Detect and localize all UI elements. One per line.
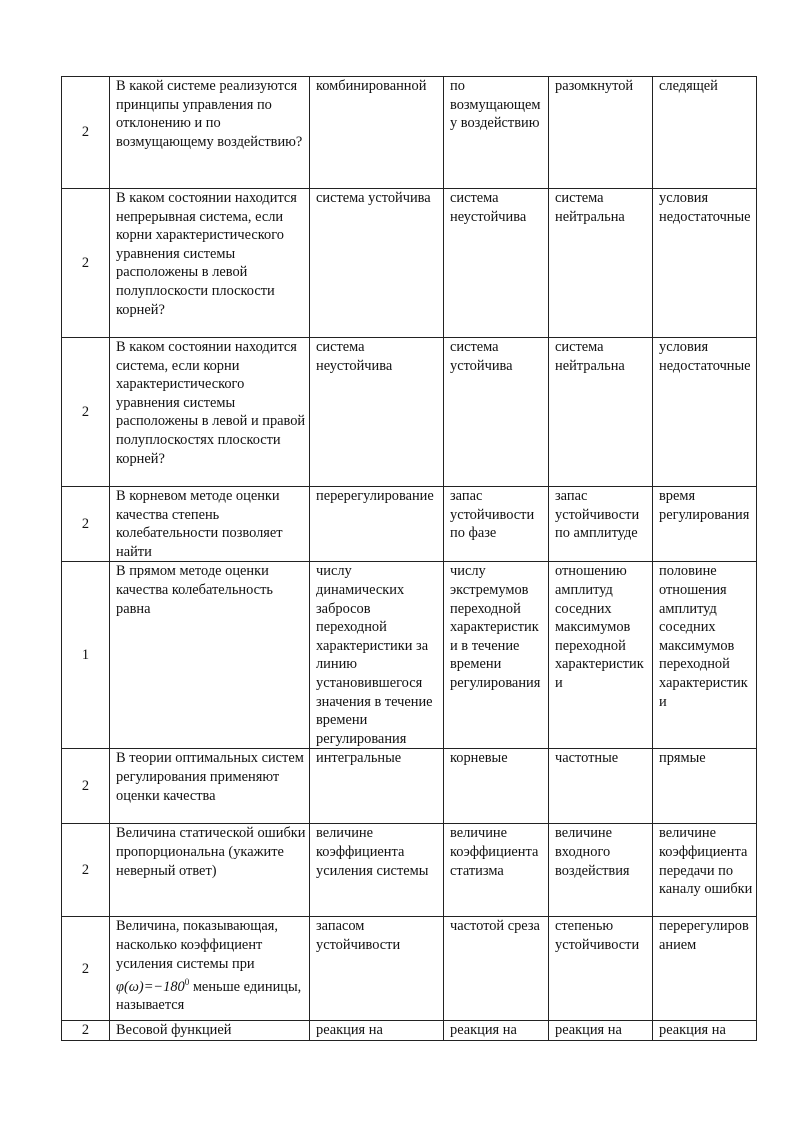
- answer-option: запасом устойчивости: [310, 917, 444, 1021]
- answer-option: реакция на: [549, 1021, 653, 1041]
- question-weight: 1: [62, 562, 110, 749]
- answer-option: система нейтральна: [549, 338, 653, 487]
- answer-option: величине коэффициента статизма: [444, 824, 549, 917]
- answer-option: величине коэффициента передачи по каналу ошибки: [653, 824, 757, 917]
- answer-option: время регулирования: [653, 487, 757, 562]
- answer-option: разомкнутой: [549, 77, 653, 189]
- answer-option: величине коэффициента усиления системы: [310, 824, 444, 917]
- question-text-end: меньше единицы, называется: [116, 978, 302, 1014]
- question-weight: 2: [62, 749, 110, 824]
- answer-option: система нейтральна: [549, 189, 653, 338]
- question-text: В каком состоянии находится непрерывная система, если корни характеристического уравнения системы расположены в левой полуплоскости плоскости корней?: [110, 189, 310, 338]
- answer-option: условия недостаточные: [653, 189, 757, 338]
- question-weight: 2: [62, 917, 110, 1021]
- question-text: [110, 917, 310, 1021]
- answer-option: частотой среза: [444, 917, 549, 1021]
- answer-option: система неустойчива: [444, 189, 549, 338]
- question-text: В теории оптимальных систем регулирования применяют оценки качества: [110, 749, 310, 824]
- question-weight: 2: [62, 487, 110, 562]
- answer-option: частотные: [549, 749, 653, 824]
- table-row: [62, 562, 757, 749]
- answer-option: перерегулирование: [310, 487, 444, 562]
- question-weight: 2: [62, 1021, 110, 1041]
- question-text: В какой системе реализуются принципы управления по отклонению и по возмущающему воздействию?: [110, 77, 310, 189]
- answer-option: система устойчива: [444, 338, 549, 487]
- answer-option: система неустойчива: [310, 338, 444, 487]
- answer-option: реакция на: [653, 1021, 757, 1041]
- question-weight: 2: [62, 77, 110, 189]
- table-row: [62, 824, 757, 917]
- answer-option: интегральные: [310, 749, 444, 824]
- table-row: [62, 917, 757, 1021]
- question-text: Величина статической ошибки пропорциональна (укажите неверный ответ): [110, 824, 310, 917]
- table-row: [62, 77, 757, 189]
- answer-option: запас устойчивости по амплитуде: [549, 487, 653, 562]
- answer-option: система устойчива: [310, 189, 444, 338]
- answer-option: условия недостаточные: [653, 338, 757, 487]
- question-text: В каком состоянии находится система, если корни характеристического уравнения системы расположены в левой и правой полуплоскостях плоскости корней?: [110, 338, 310, 487]
- answer-option: прямые: [653, 749, 757, 824]
- answer-option: отношению амплитуд соседних максимумов переходной характеристики: [549, 562, 653, 749]
- answer-option: числу экстремумов переходной характеристики в течение времени регулирования: [444, 562, 549, 749]
- question-text-start: Величина, показывающая, насколько коэффициент усиления системы при: [116, 918, 278, 972]
- answer-option: следящей: [653, 77, 757, 189]
- phase-formula: [116, 979, 189, 995]
- question-weight: 2: [62, 189, 110, 338]
- answer-option: комбинированной: [310, 77, 444, 189]
- answer-option: половине отношения амплитуд соседних максимумов переходной характеристики: [653, 562, 757, 749]
- answer-option: реакция на: [444, 1021, 549, 1041]
- table-row: [62, 338, 757, 487]
- answer-option: степенью устойчивости: [549, 917, 653, 1021]
- question-text: В прямом методе оценки качества колебательность равна: [110, 562, 310, 749]
- answer-option: величине входного воздействия: [549, 824, 653, 917]
- answer-option: реакция на: [310, 1021, 444, 1041]
- question-weight: 2: [62, 338, 110, 487]
- question-text: Весовой функцией: [110, 1021, 310, 1041]
- question-weight: 2: [62, 824, 110, 917]
- formula-text: φ(ω)=−180: [116, 978, 185, 995]
- table-row: [62, 487, 757, 562]
- answer-option: перерегулированием: [653, 917, 757, 1021]
- answer-option: числу динамических забросов переходной характеристики за линию установившегося значения в течение времени регулирования: [310, 562, 444, 749]
- questions-table: [61, 76, 757, 1041]
- table-row: [62, 189, 757, 338]
- table-row: [62, 1021, 757, 1041]
- answer-option: запас устойчивости по фазе: [444, 487, 549, 562]
- formula-degree: 0: [184, 977, 190, 988]
- question-text: В корневом методе оценки качества степень колебательности позволяет найти: [110, 487, 310, 562]
- answer-option: корневые: [444, 749, 549, 824]
- table-row: [62, 749, 757, 824]
- answer-option: по возмущающему воздействию: [444, 77, 549, 189]
